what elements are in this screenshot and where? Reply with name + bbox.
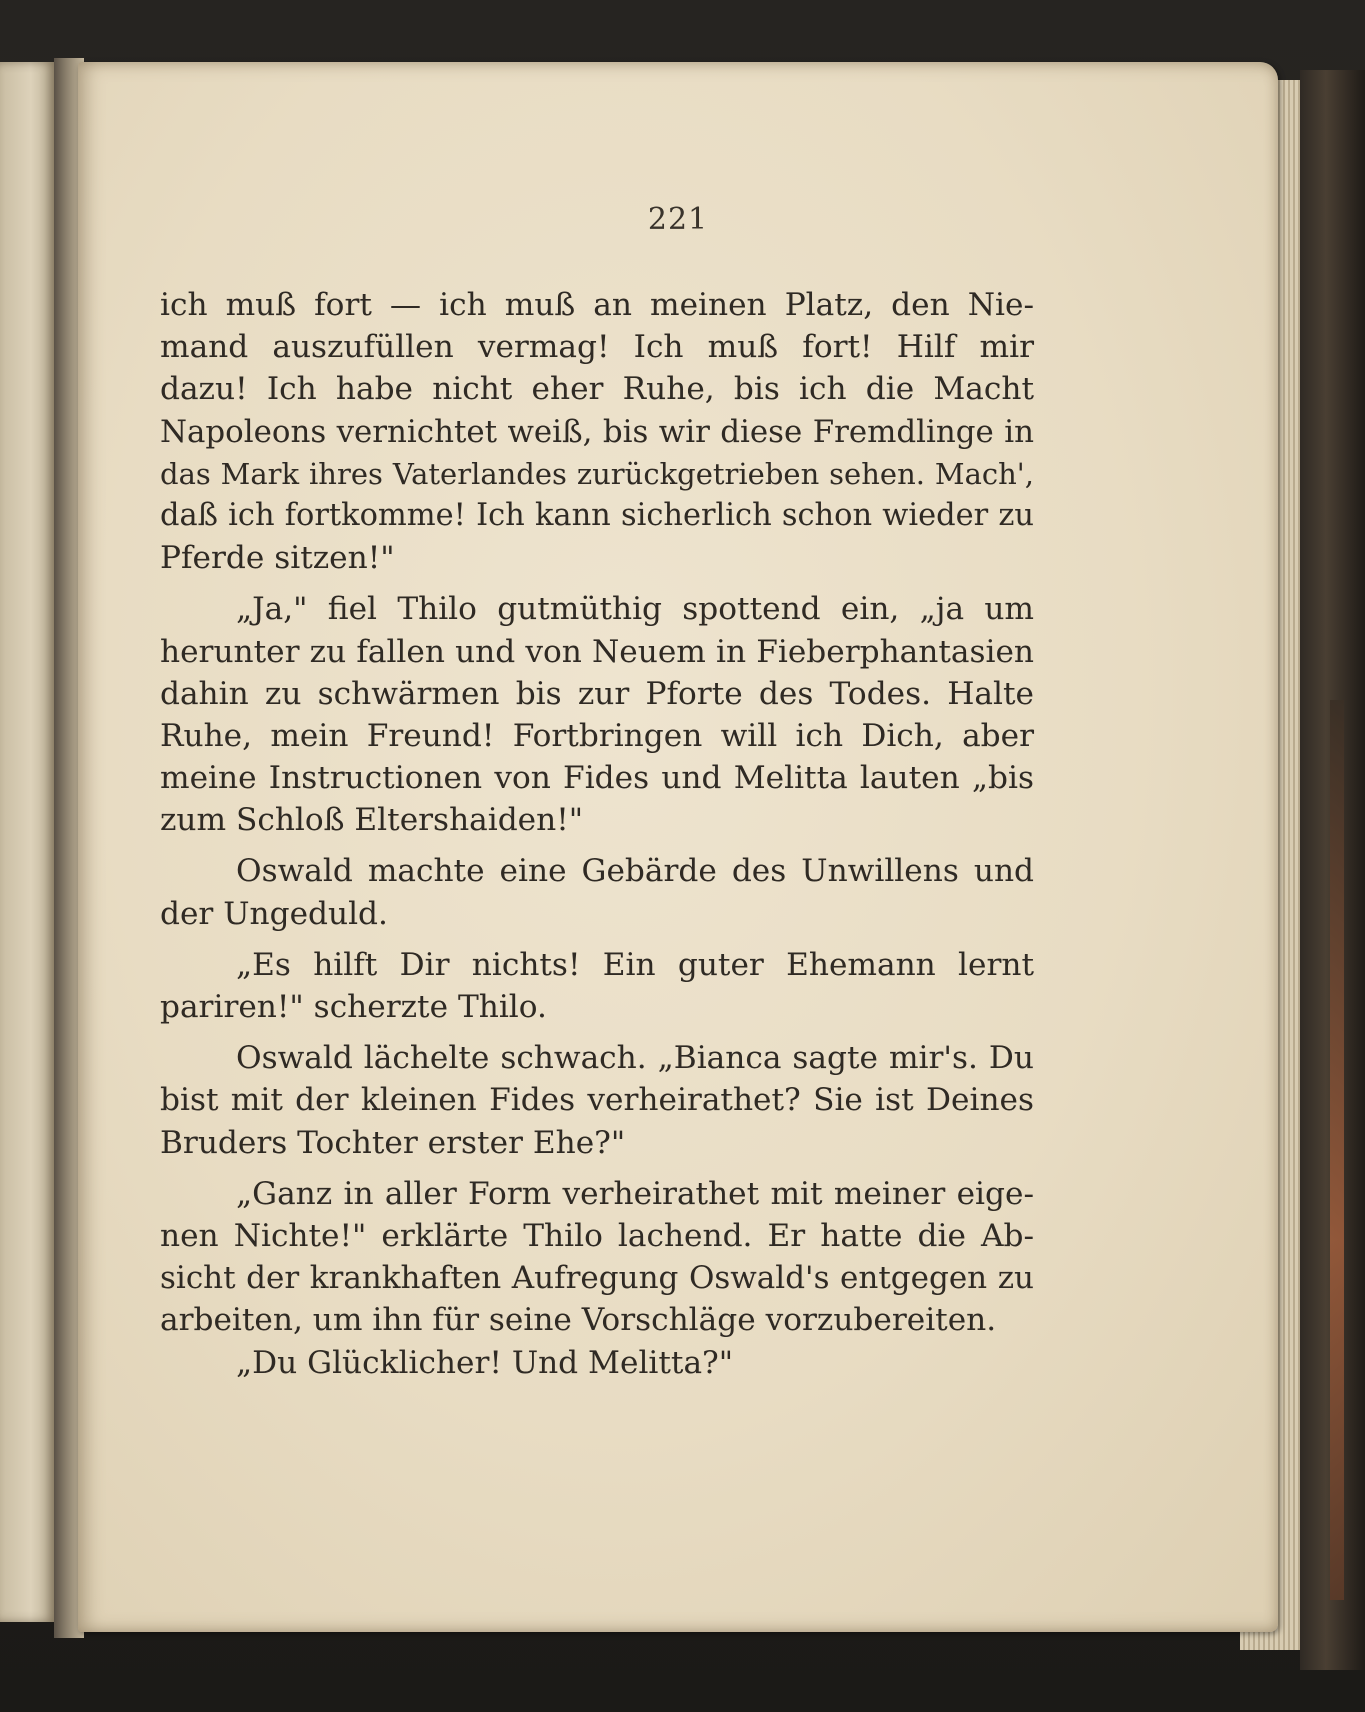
text-line: arbeiten, um ihn für seine Vorschläge vorzubereiten. <box>160 1302 997 1339</box>
text-line: meine Instructionen von Fides und Melitta lauten „bis <box>160 760 1034 797</box>
text-line: das Mark ihres Vaterlandes zurückgetrieben sehen. Mach', <box>160 456 1034 491</box>
text-line: pariren!" scherzte Thilo. <box>160 989 547 1025</box>
paragraph <box>160 1173 1034 1342</box>
text-line: nen Nichte!" erklärte Thilo lachend. Er hatte die Ab- <box>160 1217 1034 1254</box>
text-line: daß ich fortkomme! Ich kann sicherlich schon wieder zu <box>160 497 1034 533</box>
text-line: „Es hilft Dir nichts! Ein guter Ehemann lernt <box>236 946 1034 983</box>
text-line: dazu! Ich habe nicht eher Ruhe, bis ich die Macht <box>160 371 1034 408</box>
paragraph-gap <box>160 841 1034 850</box>
paragraph <box>160 284 1034 579</box>
paragraph <box>160 1037 1034 1164</box>
text-line: „Du Glücklicher! Und Melitta?" <box>236 1344 734 1381</box>
paragraph <box>160 944 1034 1028</box>
paragraph <box>160 1342 1034 1384</box>
page-number: 221 <box>647 202 709 237</box>
text-line: dahin zu schwärmen bis zur Pforte des Todes. Halte <box>160 675 1034 712</box>
text-line: der Ungeduld. <box>160 895 388 932</box>
text-line: Napoleons vernichtet weiß, bis wir diese Fremdlinge in <box>160 413 1034 450</box>
text-line: sicht der krankhaften Aufregung Oswald's entgegen zu <box>160 1260 1034 1297</box>
text-line: Ruhe, mein Freund! Fortbringen will ich Dich, aber <box>160 717 1034 754</box>
text-line: „Ganz in aller Form verheirathet mit meiner eige- <box>236 1175 1034 1212</box>
paragraph-gap <box>160 1164 1034 1173</box>
paragraph <box>160 588 1034 841</box>
text-line: Pferde sitzen!" <box>160 540 395 577</box>
paragraph-gap <box>160 935 1034 944</box>
body-text <box>160 284 1034 1384</box>
cover-spine-wear <box>1330 700 1344 1600</box>
paragraph <box>160 850 1034 934</box>
left-page-edge <box>0 62 56 1622</box>
text-line: herunter zu fallen und von Neuem in Fieberphantasien <box>160 633 1034 670</box>
text-line: „Ja," fiel Thilo gutmüthig spottend ein, „ja um <box>236 591 1034 628</box>
text-line: Oswald machte eine Gebärde des Unwillens und <box>236 853 1034 890</box>
text-line: zum Schloß Eltershaiden!" <box>160 802 584 839</box>
paragraph-gap <box>160 1028 1034 1037</box>
text-line: Bruders Tochter erster Ehe?" <box>160 1124 626 1161</box>
book-page <box>78 62 1278 1632</box>
text-line: bist mit der kleinen Fides verheirathet? Sie ist Deines <box>160 1082 1034 1119</box>
text-line: mand auszufüllen vermag! Ich muß fort! Hilf mir <box>160 329 1034 366</box>
text-line: ich muß fort — ich muß an meinen Platz, den Nie- <box>160 287 1034 323</box>
paragraph-gap <box>160 579 1034 588</box>
text-line: Oswald lächelte schwach. „Bianca sagte mir's. Du <box>236 1040 1034 1077</box>
